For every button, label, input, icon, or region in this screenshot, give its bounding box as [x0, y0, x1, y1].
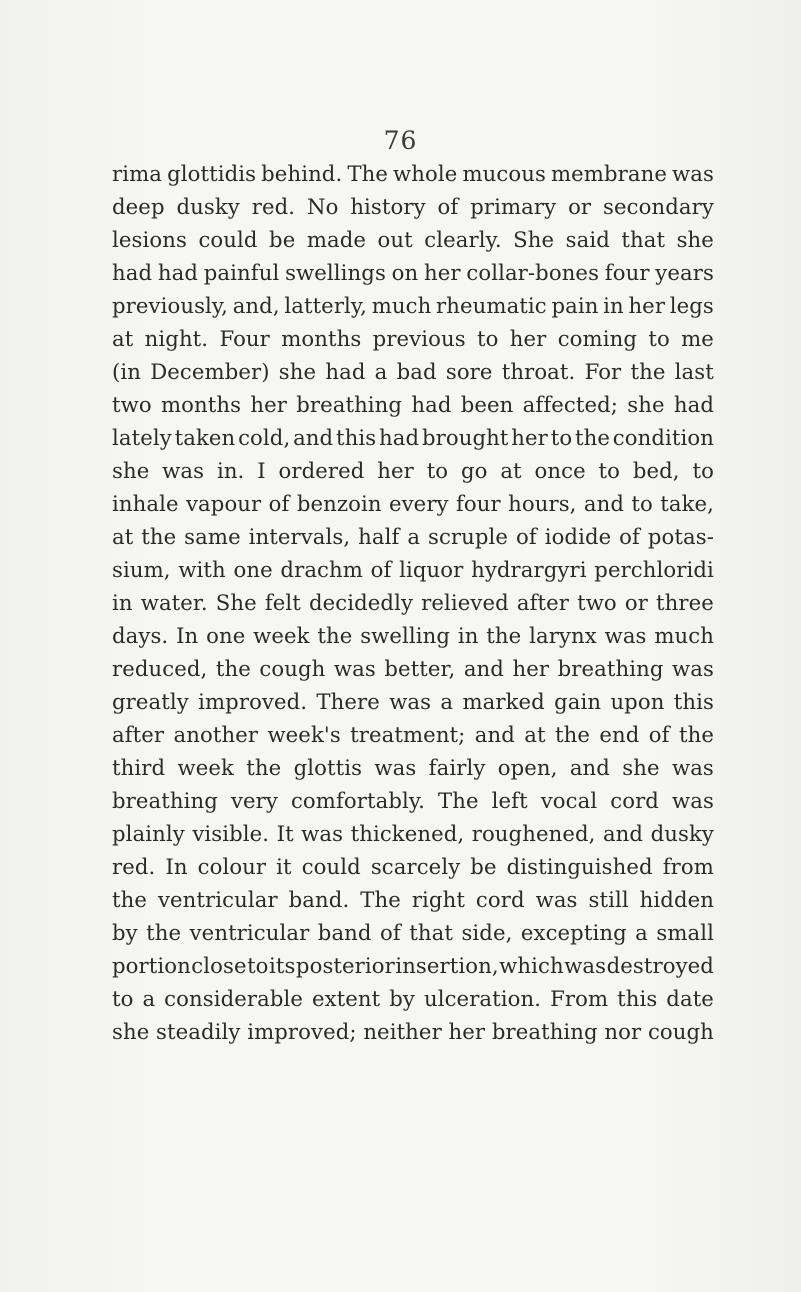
text-line-21: plainly visible. It was thickened, roughened, and dusky: [112, 821, 714, 846]
text-line-13: sium, with one drachm of liquor hydrargyri perchloridi: [112, 557, 714, 582]
text-line-10: she was in. I ordered her to go at once to bed, to: [112, 458, 714, 483]
text-line-18: after another week's treatment; and at the end of the: [112, 722, 714, 747]
text-line-23: the ventricular band. The right cord was still hidden: [112, 887, 714, 912]
text-line-1: rima glottidis behind. The whole mucous membrane was: [112, 161, 714, 186]
text-line-16: reduced, the cough was better, and her breathing was: [112, 656, 714, 681]
text-line-5: previously, and, latterly, much rheumatic pain in her legs: [112, 293, 714, 318]
text-line-15: days. In one week the swelling in the larynx was much: [112, 623, 714, 648]
text-line-11: inhale vapour of benzoin every four hours, and to take,: [112, 491, 714, 516]
body-text: [112, 157, 714, 1048]
text-line-20: breathing very comfortably. The left vocal cord was: [112, 788, 714, 813]
text-line-7: (in December) she had a bad sore throat. For the last: [112, 359, 714, 384]
text-line-4: had had painful swellings on her collar-bones four years: [112, 260, 714, 285]
text-line-25: portion close to its posterior insertion, which was destroyed: [112, 953, 714, 978]
page-number: 76: [383, 126, 418, 155]
text-line-6: at night. Four months previous to her coming to me: [112, 326, 714, 351]
text-line-8: two months her breathing had been affected; she had: [112, 392, 714, 417]
text-line-2: deep dusky red. No history of primary or secondary: [112, 194, 714, 219]
text-line-3: lesions could be made out clearly. She said that she: [112, 227, 714, 252]
text-line-24: by the ventricular band of that side, excepting a small: [112, 920, 714, 945]
text-line-9: lately taken cold, and this had brought her to the condition: [112, 425, 714, 450]
text-line-19: third week the glottis was fairly open, and she was: [112, 755, 714, 780]
text-line-14: in water. She felt decidedly relieved after two or three: [112, 590, 714, 615]
text-line-12: at the same intervals, half a scruple of iodide of potas-: [112, 524, 714, 549]
text-line-22: red. In colour it could scarcely be distinguished from: [112, 854, 714, 879]
text-line-26: to a considerable extent by ulceration. From this date: [112, 986, 714, 1011]
text-line-27: she steadily improved; neither her breathing nor cough: [112, 1019, 714, 1044]
text-line-17: greatly improved. There was a marked gain upon this: [112, 689, 714, 714]
